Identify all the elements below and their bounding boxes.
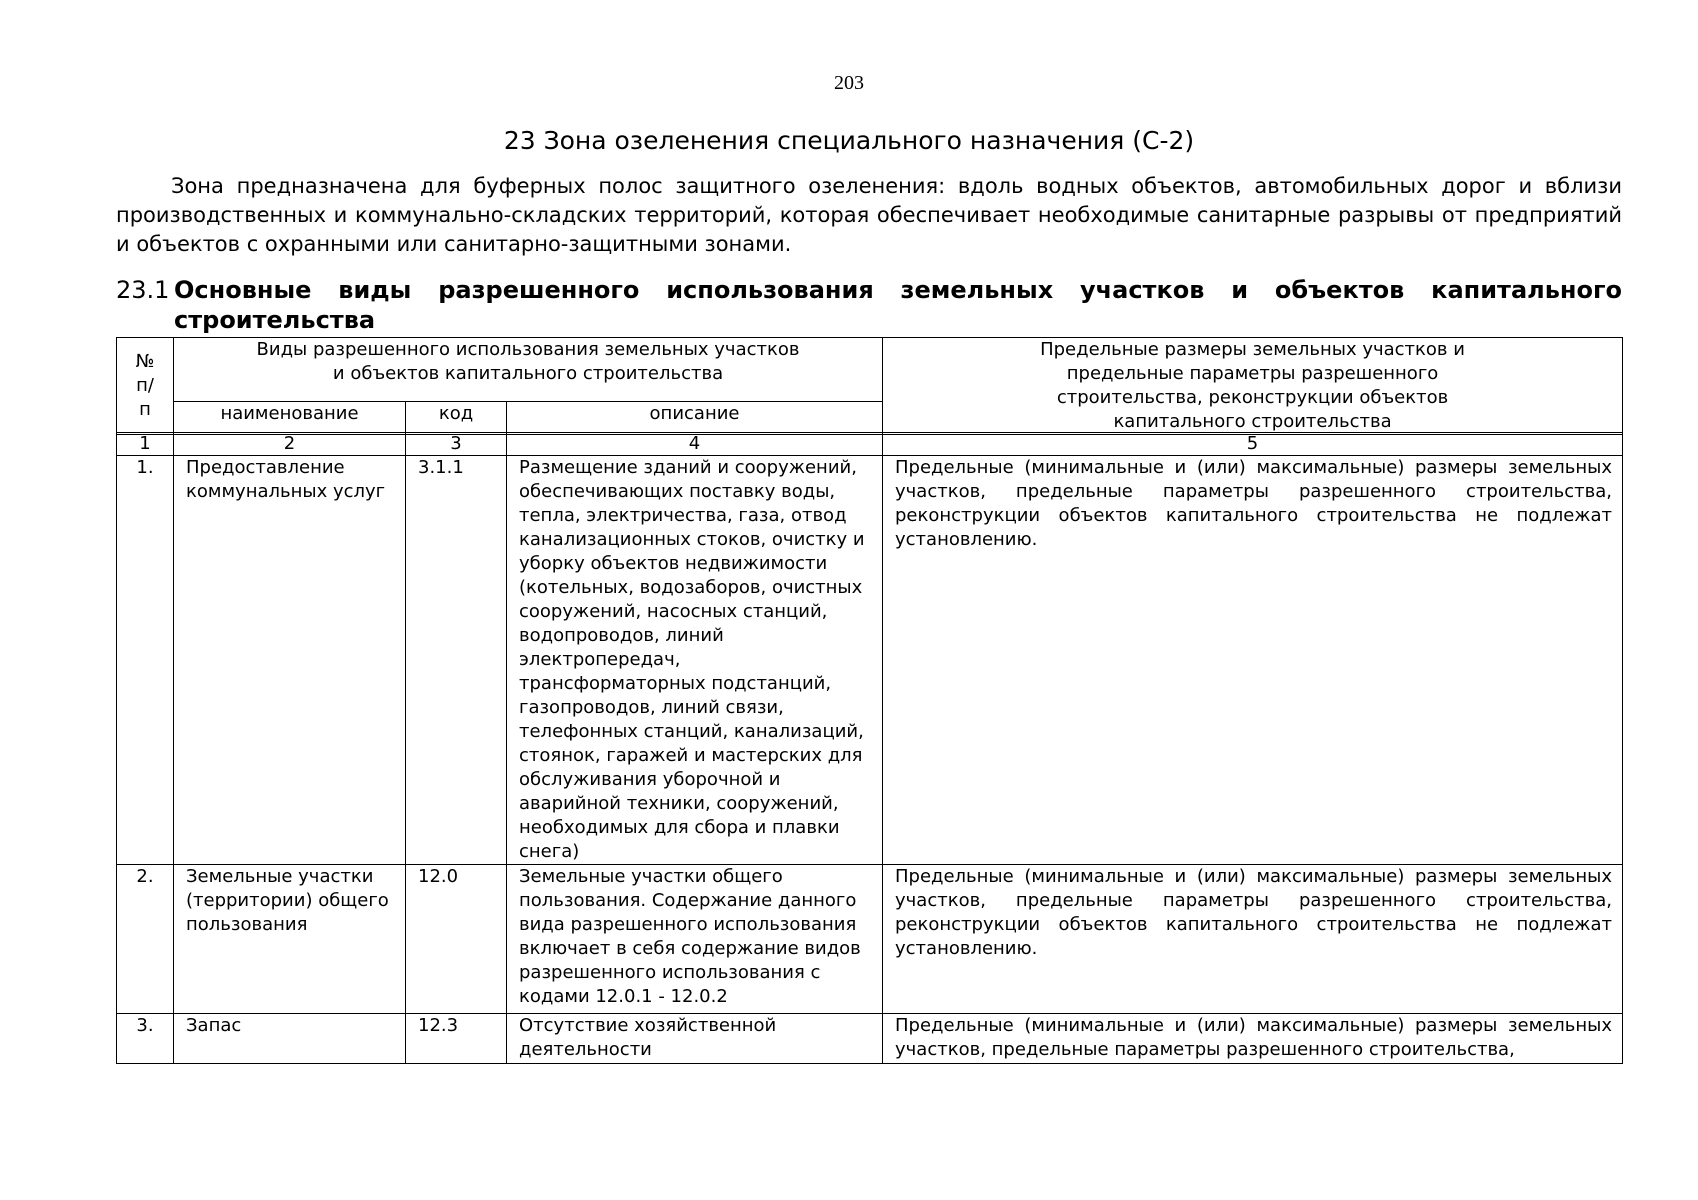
- row-limits: Предельные (минимальные и (или) максимальные) размеры земельных участков, предельные параметры разрешенного строительства,: [883, 1014, 1623, 1064]
- zone-table: [116, 432, 1623, 1064]
- column-index: 1: [117, 433, 174, 456]
- header-name: наименование: [174, 402, 406, 435]
- row-number: 1.: [117, 456, 174, 865]
- row-code: 12.3: [406, 1014, 507, 1064]
- section-title: 23 Зона озеленения специального назначения (С-2): [503, 126, 1195, 155]
- row-code: 12.0: [406, 865, 507, 1014]
- row-limits: Предельные (минимальные и (или) максимальные) размеры земельных участков, предельные параметры разрешенного строительства, реконструкции объектов капитального строительства не подлежат установлению.: [883, 865, 1623, 1014]
- table-row: [117, 865, 1623, 1014]
- row-name: Земельные участки (территории) общего пользования: [174, 865, 406, 1014]
- row-limits: Предельные (минимальные и (или) максимальные) размеры земельных участков, предельные параметры разрешенного строительства, реконструкции объектов капитального строительства не подлежат установлению.: [883, 456, 1623, 865]
- subsection-title: Основные виды разрешенного использования земельных участков и объектов капитального строительства: [174, 276, 1622, 334]
- header-types-group: Виды разрешенного использования земельных участков и объектов капитального строительства: [174, 338, 883, 402]
- row-description: Размещение зданий и сооружений, обеспечивающих поставку воды, тепла, электричества, газа, отвод канализационных стоков, очистку и уборку объектов недвижимости (котельных, водозаборов, очистных сооружений, насосных станций, водопроводов, линий электропередач, трансформаторных подстанций, газопроводов, линий связи, телефонных станций, канализаций, стоянок, гаражей и мастерских для обслуживания уборочной и аварийной техники, сооружений, необходимых для сбора и плавки снега): [507, 456, 883, 865]
- column-index: 4: [507, 433, 883, 456]
- subsection-number: 23.1: [116, 276, 170, 304]
- header-num: № п/п: [117, 338, 174, 435]
- section-intro: Зона предназначена для буферных полос защитного озеленения: вдоль водных объектов, автомобильных дорог и вблизи производственных и коммунально-складских территорий, которая обеспечивает необходимые санитарные разрывы от предприятий и объектов с охранными или санитарно-защитными зонами.: [116, 174, 1622, 256]
- row-name: Предоставление коммунальных услуг: [174, 456, 406, 865]
- header-code: код: [406, 402, 507, 435]
- row-description: Земельные участки общего пользования. Содержание данного вида разрешенного использования включает в себя содержание видов разрешенного использования с кодами 12.0.1 - 12.0.2: [507, 865, 883, 1014]
- row-description: Отсутствие хозяйственной деятельности: [507, 1014, 883, 1064]
- table-row: [117, 1014, 1623, 1064]
- header-limits: Предельные размеры земельных участков и предельные параметры разрешенного строительства, реконструкции объектов капитального строительства: [883, 338, 1623, 435]
- column-index: 3: [406, 433, 507, 456]
- row-code: 3.1.1: [406, 456, 507, 865]
- table-row: [117, 456, 1623, 865]
- row-number: 2.: [117, 865, 174, 1014]
- row-number: 3.: [117, 1014, 174, 1064]
- row-name: Запас: [174, 1014, 406, 1064]
- column-index: 5: [883, 433, 1623, 456]
- column-index: 2: [174, 433, 406, 456]
- page-number: 203: [834, 72, 864, 94]
- column-index-row: [117, 433, 1623, 456]
- header-description: описание: [507, 402, 883, 435]
- table-header: [116, 337, 1623, 435]
